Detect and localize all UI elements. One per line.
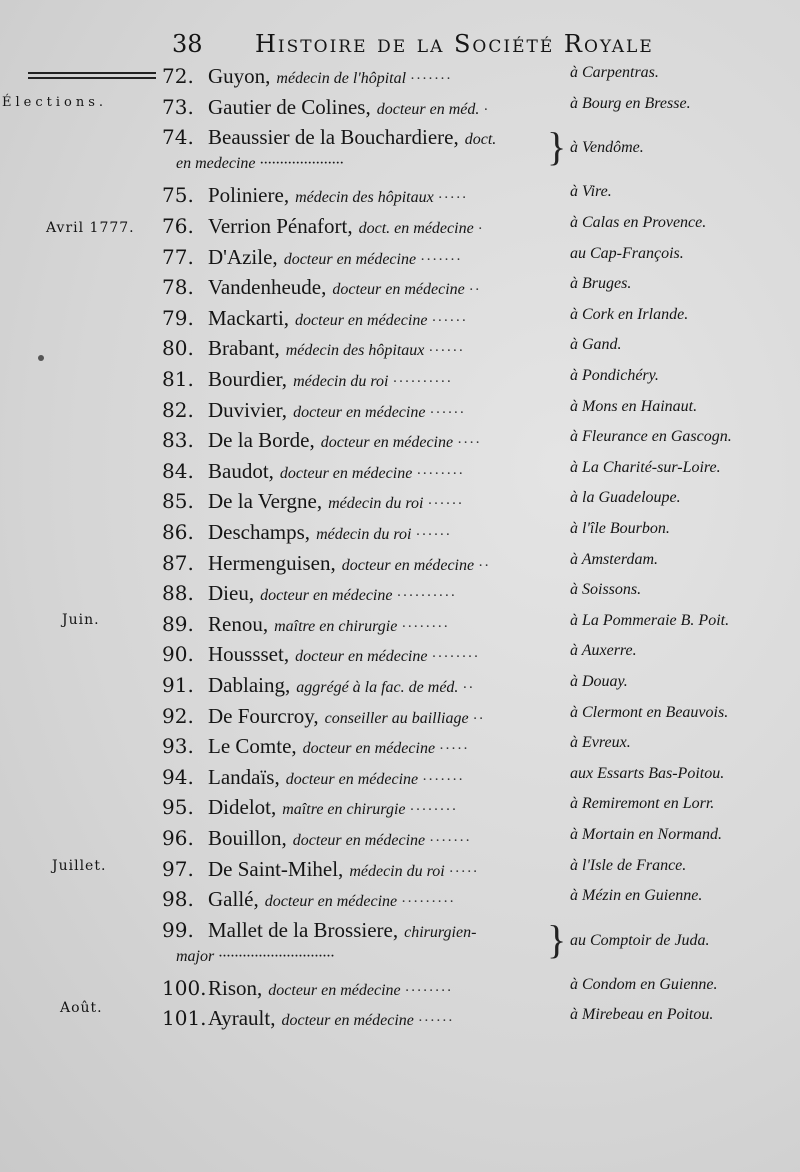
- entry-name-line: [208, 95, 489, 120]
- entry-title: docteur en médecine: [302, 740, 436, 758]
- entry-place: à Mézin en Guienne.: [570, 887, 703, 905]
- entry-row: [0, 306, 800, 336]
- entry-place: à La Pommeraie B. Poit.: [570, 611, 730, 629]
- entry-name-line: [208, 125, 496, 150]
- page-number: 38: [172, 30, 203, 58]
- entry-leader-dots: ·····: [448, 863, 479, 880]
- entry-number: 78.: [162, 275, 194, 300]
- entry-name-line: [208, 306, 467, 331]
- entry-number: 98.: [162, 887, 194, 912]
- entry-name-line: [208, 214, 484, 239]
- entry-place: à Carpentras.: [570, 64, 659, 81]
- entry-title: doct.: [464, 131, 497, 149]
- entry-row: [0, 520, 800, 550]
- entry-title: docteur en médecine: [264, 893, 398, 911]
- entry-leader-dots: ······: [415, 526, 452, 543]
- entry-place: aux Essarts Bas-Poitou.: [570, 764, 725, 782]
- entry-row: [0, 551, 800, 581]
- entry-row: [0, 95, 800, 125]
- entry-name: Guyon,: [208, 64, 271, 88]
- entry-leader-dots: ··: [472, 710, 485, 727]
- entry-place: à Calas en Provence.: [570, 213, 707, 231]
- entry-place: à Douay.: [570, 672, 628, 690]
- entry-name-line: [208, 765, 464, 790]
- entry-row: [0, 64, 800, 94]
- entry-leader-dots: ······: [427, 496, 464, 513]
- entry-leader-dots: ·······: [420, 251, 463, 268]
- entry-name-line: [208, 673, 474, 698]
- entry-name-line: [208, 459, 464, 484]
- entry-place: à Pondichéry.: [570, 366, 659, 384]
- entry-number: 74.: [162, 125, 194, 150]
- entry-name: D'Azile,: [208, 244, 278, 269]
- entry-leader-dots: ··········: [392, 373, 453, 390]
- entry-number: 80.: [162, 336, 194, 361]
- entry-name-line: [208, 398, 465, 423]
- entry-name-line: [208, 734, 469, 759]
- entry-leader-dots: ······: [417, 1013, 454, 1030]
- entry-row: [0, 673, 800, 703]
- entry-name: Mallet de la Brossiere,: [208, 917, 399, 942]
- entry-name-line: [208, 428, 481, 453]
- entry-place: à Mortain en Normand.: [570, 825, 722, 843]
- margin-note-aout: Août.: [60, 1000, 103, 1016]
- entry-title: médecin de l'hôpital: [276, 70, 407, 87]
- entry-number: 95.: [162, 795, 194, 820]
- entry-row: [0, 428, 800, 458]
- entry-title: docteur en médecine: [281, 1012, 414, 1030]
- entry-place: à Bourg en Bresse.: [570, 94, 691, 112]
- entry-number: 86.: [162, 519, 194, 544]
- entry-title: docteur en médecine: [295, 648, 428, 666]
- entry-name: Rison,: [208, 975, 263, 1000]
- entry-place: au Comptoir de Juda.: [570, 931, 710, 949]
- entry-place: au Cap-François.: [570, 244, 684, 262]
- entry-title: docteur en méd.: [376, 100, 480, 118]
- entry-name: Verrion Pénafort,: [208, 213, 353, 238]
- entry-name: Mackarti,: [208, 305, 290, 330]
- entry-name: De Saint-Mihel,: [208, 856, 344, 881]
- entry-name: De la Borde,: [208, 428, 315, 453]
- running-title: Histoire de la Société Royale: [255, 30, 654, 58]
- entry-title: maître en chirurgie: [282, 801, 406, 819]
- entry-name-line: [208, 275, 481, 300]
- entry-number: 77.: [162, 244, 194, 269]
- entry-name: Gallé,: [208, 887, 259, 912]
- entry-number: 79.: [162, 305, 194, 330]
- entry-number: 96.: [162, 825, 194, 850]
- entry-name: Gautier de Colines,: [208, 94, 371, 119]
- entry-name-line: [208, 1006, 454, 1031]
- entry-number: 91.: [162, 672, 194, 697]
- entry-name-line: [208, 183, 468, 208]
- entry-name: Bourdier,: [208, 366, 288, 391]
- margin-note-juin: Juin.: [62, 612, 100, 628]
- entry-name: Vandenheude,: [208, 275, 327, 300]
- entry-title: maître en chirurgie: [274, 617, 398, 635]
- entry-number: 72.: [162, 64, 194, 88]
- margin-note-juillet: Juillet.: [52, 858, 107, 874]
- entry-leader-dots: ·····: [437, 190, 468, 207]
- entry-name-line: [208, 520, 451, 545]
- entry-title: médecin du roi: [349, 862, 445, 880]
- entry-name-line: [208, 612, 449, 637]
- entry-number: 83.: [162, 428, 194, 453]
- entry-row: [0, 612, 800, 642]
- entry-place: à Vire.: [570, 183, 612, 201]
- entry-row: [0, 214, 800, 244]
- entry-name-line: [208, 245, 462, 270]
- entry-row: [0, 704, 800, 734]
- entry-name: Houssset,: [208, 642, 290, 667]
- entry-name-line: [208, 581, 456, 606]
- entry-row: [0, 489, 800, 519]
- entry-number: 87.: [162, 550, 194, 575]
- entry-leader-dots: ·····: [439, 741, 470, 758]
- entry-leader-dots: ·······: [410, 71, 452, 87]
- entry-place: à Condom en Guienne.: [570, 975, 718, 993]
- entry-number: 101.: [162, 1006, 207, 1031]
- entry-name: De la Vergne,: [208, 489, 323, 514]
- entry-place: à Remiremont en Lorr.: [570, 795, 715, 813]
- entry-leader-dots: ······: [428, 343, 465, 360]
- entry-row: [0, 887, 800, 917]
- entry-number: 76.: [162, 213, 194, 238]
- entry-name: Dieu,: [208, 581, 255, 606]
- margin-note-elections: Élections.: [2, 95, 108, 110]
- entry-title: doct. en médecine: [358, 219, 474, 237]
- entry-name: De Fourcroy,: [208, 703, 319, 728]
- entry-title: docteur en médecine: [320, 434, 454, 452]
- entry-name: Didelot,: [208, 795, 277, 820]
- entry-place: à La Charité-sur-Loire.: [570, 458, 721, 476]
- entry-name: Renou,: [208, 611, 269, 636]
- entry-place: à Fleurance en Gascogn.: [570, 428, 732, 446]
- entry-row: [0, 581, 800, 611]
- entry-place: à Bruges.: [570, 275, 632, 293]
- entry-number: 99.: [162, 917, 194, 942]
- entry-leader-dots: ······: [429, 404, 466, 421]
- entry-row: [0, 275, 800, 305]
- entry-name: Le Comte,: [208, 734, 297, 759]
- entry-name-line: [208, 64, 452, 89]
- entry-name: Brabant,: [208, 336, 280, 361]
- entry-title: docteur en médecine: [293, 403, 426, 421]
- entry-name-line: [208, 489, 463, 514]
- entry-row: [0, 734, 800, 764]
- entry-place: à la Guadeloupe.: [570, 489, 681, 507]
- entry-number: 97.: [162, 856, 194, 881]
- entry-place: à Amsterdam.: [570, 550, 658, 568]
- entry-name: Deschamps,: [208, 519, 311, 544]
- entry-number: 92.: [162, 703, 194, 728]
- entry-name-line: [208, 704, 485, 729]
- entry-row: [0, 459, 800, 489]
- entry-row: [0, 976, 800, 1006]
- entry-name-line: [208, 887, 455, 912]
- entry-number: 85.: [162, 489, 194, 514]
- entry-name-line: [208, 976, 453, 1001]
- entry-leader-dots: ·······: [429, 832, 472, 849]
- entry-number: 73.: [162, 94, 194, 119]
- entry-number: 75.: [162, 183, 194, 208]
- entry-title: conseiller au bailliage: [324, 709, 469, 727]
- entry-place: à Soissons.: [570, 581, 642, 599]
- entry-row: [0, 183, 800, 213]
- margin-note-avril: Avril 1777.: [46, 220, 135, 236]
- entry-title: médecin du roi: [328, 495, 424, 513]
- entry-title: médecin des hôpitaux: [285, 342, 425, 360]
- entry-row: [0, 336, 800, 366]
- entry-row: [0, 125, 800, 155]
- entry-place: à Vendôme.: [570, 139, 644, 157]
- entry-row: [0, 1006, 800, 1036]
- entry-name-line: [208, 826, 471, 851]
- entry-row: [0, 765, 800, 795]
- entry-number: 89.: [162, 611, 194, 636]
- entry-title: docteur en médecine: [285, 770, 419, 788]
- entry-title: aggrégé à la fac. de méd.: [296, 678, 459, 696]
- entry-leader-dots: ········: [431, 649, 480, 666]
- entry-row: [0, 245, 800, 275]
- entry-title: chirurgien-: [404, 923, 477, 941]
- entry-row: [0, 826, 800, 856]
- entry-row: [0, 398, 800, 428]
- entry-place: à l'île Bourbon.: [570, 519, 670, 537]
- entry-leader-dots: ········: [416, 465, 465, 482]
- entry-title: docteur en médecine: [268, 981, 401, 999]
- entry-number: 82.: [162, 397, 194, 422]
- entry-title: docteur en médecine: [341, 556, 475, 574]
- brace: }: [547, 916, 567, 962]
- entry-name: Baudot,: [208, 458, 274, 483]
- entry-leader-dots: ··········: [396, 588, 457, 605]
- entry-number: 100.: [162, 975, 207, 1000]
- entry-leader-dots: ·: [483, 101, 490, 118]
- entry-leader-dots: ··: [468, 282, 481, 299]
- entry-continuation: en medecine ·····················: [176, 155, 344, 173]
- entry-continuation: major ·····························: [176, 947, 335, 965]
- entry-title: docteur en médecine: [260, 587, 393, 605]
- entry-name-line: [208, 918, 476, 943]
- entry-number: 88.: [162, 581, 194, 606]
- entry-name: Dablaing,: [208, 672, 291, 697]
- entry-place: à Cork en Irlande.: [570, 305, 689, 323]
- entry-number: 84.: [162, 458, 194, 483]
- entry-name: Beaussier de la Bouchardiere,: [208, 125, 459, 150]
- entry-leader-dots: ······: [431, 312, 468, 329]
- entry-row: [0, 642, 800, 672]
- entry-name-line: [208, 551, 490, 576]
- entry-title: docteur en médecine: [279, 464, 413, 482]
- entry-title: docteur en médecine: [283, 250, 417, 268]
- entry-leader-dots: ··: [478, 557, 491, 574]
- entry-name-line: [208, 857, 479, 882]
- entry-name: Landaïs,: [208, 764, 280, 789]
- entry-leader-dots: ········: [401, 618, 450, 635]
- entry-row: [0, 918, 800, 948]
- entry-leader-dots: ····: [457, 435, 482, 452]
- entry-title: docteur en médecine: [292, 831, 426, 849]
- entry-name-line: [208, 642, 479, 667]
- entry-number: 93.: [162, 734, 194, 759]
- entry-title: médecin du roi: [293, 372, 389, 390]
- brace: }: [547, 124, 567, 170]
- entry-name: Bouillon,: [208, 825, 287, 850]
- entry-title: médecin du roi: [316, 525, 412, 543]
- entry-leader-dots: ········: [404, 982, 453, 999]
- entry-number: 94.: [162, 764, 194, 789]
- entry-place: à Auxerre.: [570, 642, 637, 660]
- entry-place: à Evreux.: [570, 734, 631, 752]
- entry-title: médecin des hôpitaux: [295, 189, 434, 207]
- entry-row: [0, 857, 800, 887]
- entry-name-line: [208, 336, 464, 361]
- entry-name-line: [208, 795, 457, 820]
- entry-title: docteur en médecine: [332, 281, 465, 299]
- entry-leader-dots: ·······: [422, 771, 465, 788]
- entry-place: à l'Isle de France.: [570, 856, 687, 874]
- entry-leader-dots: ········: [409, 802, 458, 819]
- entry-row: [0, 367, 800, 397]
- entry-leader-dots: ··: [462, 679, 475, 696]
- entry-leader-dots: ·: [477, 220, 484, 237]
- entry-number: 90.: [162, 642, 194, 667]
- entry-row: [0, 795, 800, 825]
- entry-number: 81.: [162, 366, 194, 391]
- entry-name: Duvivier,: [208, 397, 288, 422]
- entry-name: Poliniere,: [208, 183, 290, 208]
- entry-leader-dots: ·········: [401, 894, 456, 911]
- entry-title: docteur en médecine: [295, 311, 428, 329]
- entry-name: Ayrault,: [208, 1006, 276, 1031]
- entry-name: Hermenguisen,: [208, 550, 336, 575]
- entry-place: à Clermont en Beauvois.: [570, 703, 729, 721]
- entry-place: à Mirebeau en Poitou.: [570, 1006, 714, 1024]
- entry-place: à Gand.: [570, 336, 622, 354]
- entry-name-line: [208, 367, 452, 392]
- entry-place: à Mons en Hainaut.: [570, 397, 698, 415]
